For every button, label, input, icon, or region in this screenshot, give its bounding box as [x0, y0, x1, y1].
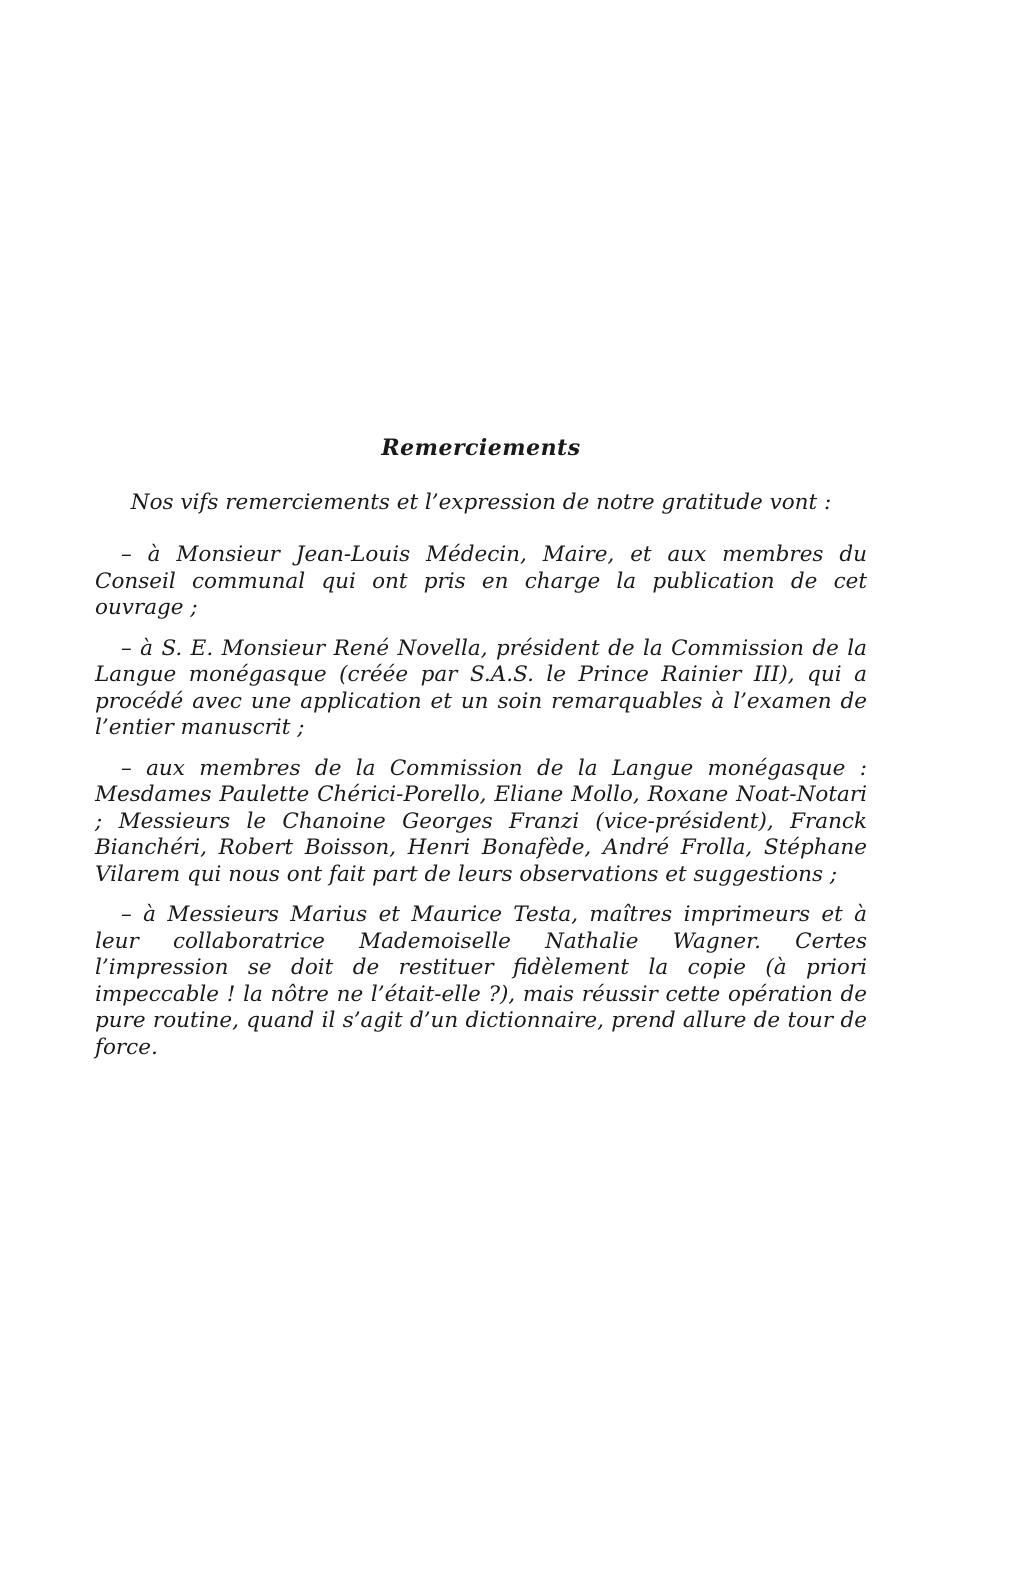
paragraph-president: – à S. E. Monsieur René Novella, président de la Commission de la Langue monégasque (créée par S.A.S. le Prince Rainier III), qui a procédé avec une application et un soin remarquables à l’examen de l’entier manuscrit ; — [95, 635, 867, 740]
acknowledgements-section — [95, 425, 867, 1075]
paragraph-printers: – à Messieurs Marius et Maurice Testa, maîtres imprimeurs et à leur collaboratrice Mademoiselle Nathalie Wagner. Certes l’impression se doit de restituer fidèlement la copie (à priori impeccable ! la nôtre ne l’était-elle ?), mais réussir cette opération de pure routine, quand il s’agit d’un dictionnaire, prend allure de tour de force. — [95, 902, 867, 1060]
intro-line: Nos vifs remerciements et l’expression de notre gratitude vont : — [130, 489, 832, 515]
paragraph-commission-members: – aux membres de la Commission de la Langue monégasque : Mesdames Paulette Chérici-Porello, Eliane Mollo, Roxane Noat-Notari ; Messieurs le Chanoine Georges Franzi (vice-président), Franck Bianchéri, Robert Boisson, Henri Bonafède, André Frolla, Stéphane Vilarem qui nous ont fait part de leurs observations et suggestions ; — [95, 755, 867, 887]
paragraph-mayor: – à Monsieur Jean-Louis Médecin, Maire, et aux membres du Conseil communal qui ont pris en charge la publication de cet ouvrage ; — [95, 542, 867, 620]
page-title: Remerciements — [381, 435, 581, 461]
